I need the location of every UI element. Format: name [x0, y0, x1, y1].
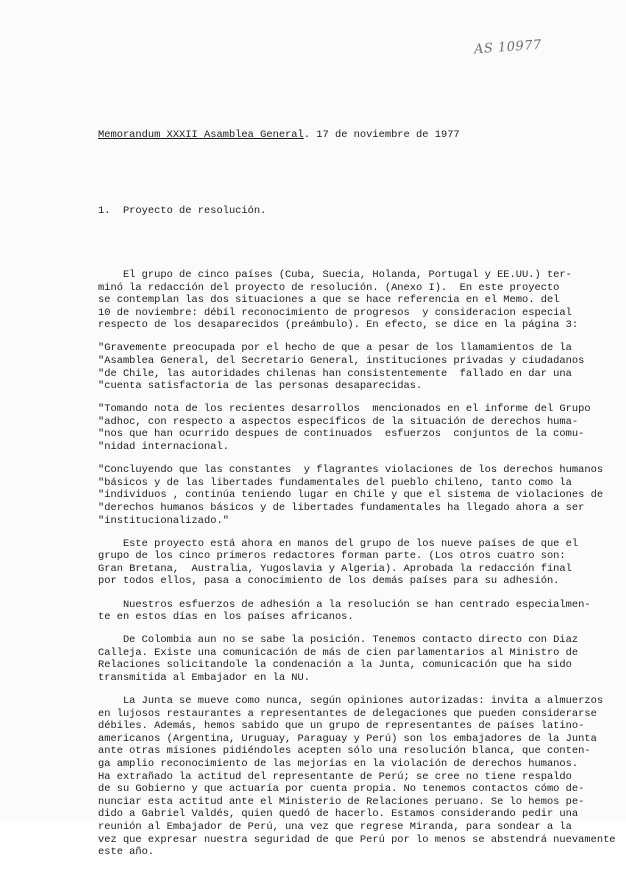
memo-body	[98, 104, 616, 894]
text-line: nunciar esta actitud ante el Ministerio de Relaciones peruano. Se lo hemos pe-	[98, 795, 585, 808]
paragraph-p4	[98, 464, 604, 527]
paragraph-p7	[98, 634, 598, 684]
text-line: Relaciones solicitandole la condenación a la Junta, comunicación que ha sido	[98, 659, 572, 672]
text-line: "cuenta satisfactoria de las personas desaparecidas.	[98, 380, 423, 393]
section-heading: 1. Proyecto de resolución.	[98, 204, 267, 217]
text-line: transmitida al Embajador en la NU.	[98, 671, 311, 684]
memo-title-underlined: Memorandum XXXII Asamblea General	[98, 129, 304, 142]
text-line: vez que expresar nuestra seguridad de que Perú por lo menos se abstendrá nuevamente	[98, 833, 616, 846]
text-line: "nos que han ocurrido despues de continuados esfuerzos conjuntos de la comu-	[98, 428, 585, 441]
text-line: "nidad internacional.	[98, 441, 229, 454]
paragraph-p6	[98, 599, 598, 624]
text-line: "de Chile, las autoridades chilenas han consistentemente fallado en dar una	[98, 367, 572, 380]
paragraph-p1	[98, 269, 598, 332]
text-line: en lujosos restaurantes a representantes de delegaciones que pueden considerarse	[98, 707, 597, 720]
paragraph-p5	[98, 538, 598, 588]
text-line: El grupo de cinco países (Cuba, Suecia, Holanda, Portugal y EE.UU.) ter-	[98, 268, 572, 281]
text-line: por todos ellos, pasa a conocimiento de los demás países para su adhesión.	[98, 575, 560, 588]
text-line: "Concluyendo que las constantes y flagrantes violaciones de los derechos humanos	[98, 464, 604, 477]
text-line: te en estos días en los países africanos.	[98, 611, 354, 624]
paragraph-p2	[98, 342, 598, 392]
memo-title-date: . 17 de noviembre de 1977	[303, 129, 460, 142]
text-line: "básicos y de las libertades fundamentales del pueblo chileno, tanto como la	[98, 476, 572, 489]
text-line: de su Gobierno y que actuaría por cuenta propia. No tenemos contactos cómo de-	[98, 783, 585, 796]
text-line: americanos (Argentina, Uruguay, Paraguay y Perú) son los embajadores de la Junta	[98, 732, 597, 745]
text-line: Gran Bretana, Australia, Yugoslavia y Algeria). Aprobada la redacción final	[98, 562, 572, 575]
text-line: "Tomando nota de los recientes desarrollos mencionados en el informe del Grupo	[98, 403, 591, 416]
text-line: grupo de los cinco primeros redactores forman parte. (Los otros cuatro son:	[98, 550, 566, 563]
text-line: débiles. Además, hemos sabido que un grupo de representantes de países latino-	[98, 720, 585, 733]
text-line: "institucionalizado."	[98, 514, 229, 527]
text-line: dido a Gabriel Valdés, quien quedó de hacerlo. Estamos considerando pedir una	[98, 808, 579, 821]
text-line: respecto de los desaparecidos (preámbulo). En efecto, se dice en la página 3:	[98, 319, 579, 332]
paragraphs-container	[98, 268, 616, 859]
text-line: "Asamblea General, del Secretario General, instituciones privadas y ciudadanos	[98, 355, 585, 367]
paragraph-p3	[98, 403, 598, 453]
paragraph-p8	[98, 695, 616, 859]
text-line: se contemplan las dos situaciones a que se hace referencia en el Memo. del	[98, 294, 560, 307]
text-line: ga amplio reconocimiento de las mejorías en la violación de derechos humanos.	[98, 758, 579, 771]
text-line: este año.	[98, 846, 155, 859]
text-line: "individuos , continúa teniendo lugar en Chile y que el sistema de violaciones de	[98, 489, 604, 502]
text-line: Este proyecto está ahora en manos del grupo de los nueve países de que el	[98, 537, 579, 550]
memo-title	[98, 129, 598, 142]
handwritten-annotation: AS 10977	[473, 37, 543, 58]
text-line: "derechos humanos básicos y de libertades fundamentales ha llegado ahora a ser	[98, 501, 585, 514]
text-line: reunión al Embajador de Perú, una vez que regrese Miranda, para sondear a la	[98, 821, 572, 833]
text-line: "Gravemente preocupada por el hecho de que a pesar de los llamamientos de la	[98, 342, 572, 355]
text-line: ante otras misiones pidiéndoles acepten sólo una resolución blanca, que conten-	[98, 745, 591, 758]
text-line: De Colombia aun no se sabe la posición. Tenemos contacto directo con Diaz	[98, 634, 579, 647]
text-line: Ha extrañado la actitud del representante de Perú; se cree no tiene respaldo	[98, 770, 572, 783]
text-line: 10 de noviembre: débil reconocimiento de progresos y consideracion especial	[98, 306, 572, 319]
text-line: minó la redacción del proyecto de resolución. (Anexo I). En este proyecto	[98, 281, 560, 294]
text-line: "adhoc, con respecto a aspectos específicos de la situación de derechos huma-	[98, 415, 579, 428]
text-line: La Junta se mueve como nunca, según opiniones autorizadas: invita a almuerzos	[98, 695, 604, 708]
text-line: Nuestros esfuerzos de adhesión a la resolución se han centrado especialmen-	[98, 598, 591, 611]
text-line: Calleja. Existe una comunicación de más de cien parlamentarios al Ministro de	[98, 646, 579, 659]
